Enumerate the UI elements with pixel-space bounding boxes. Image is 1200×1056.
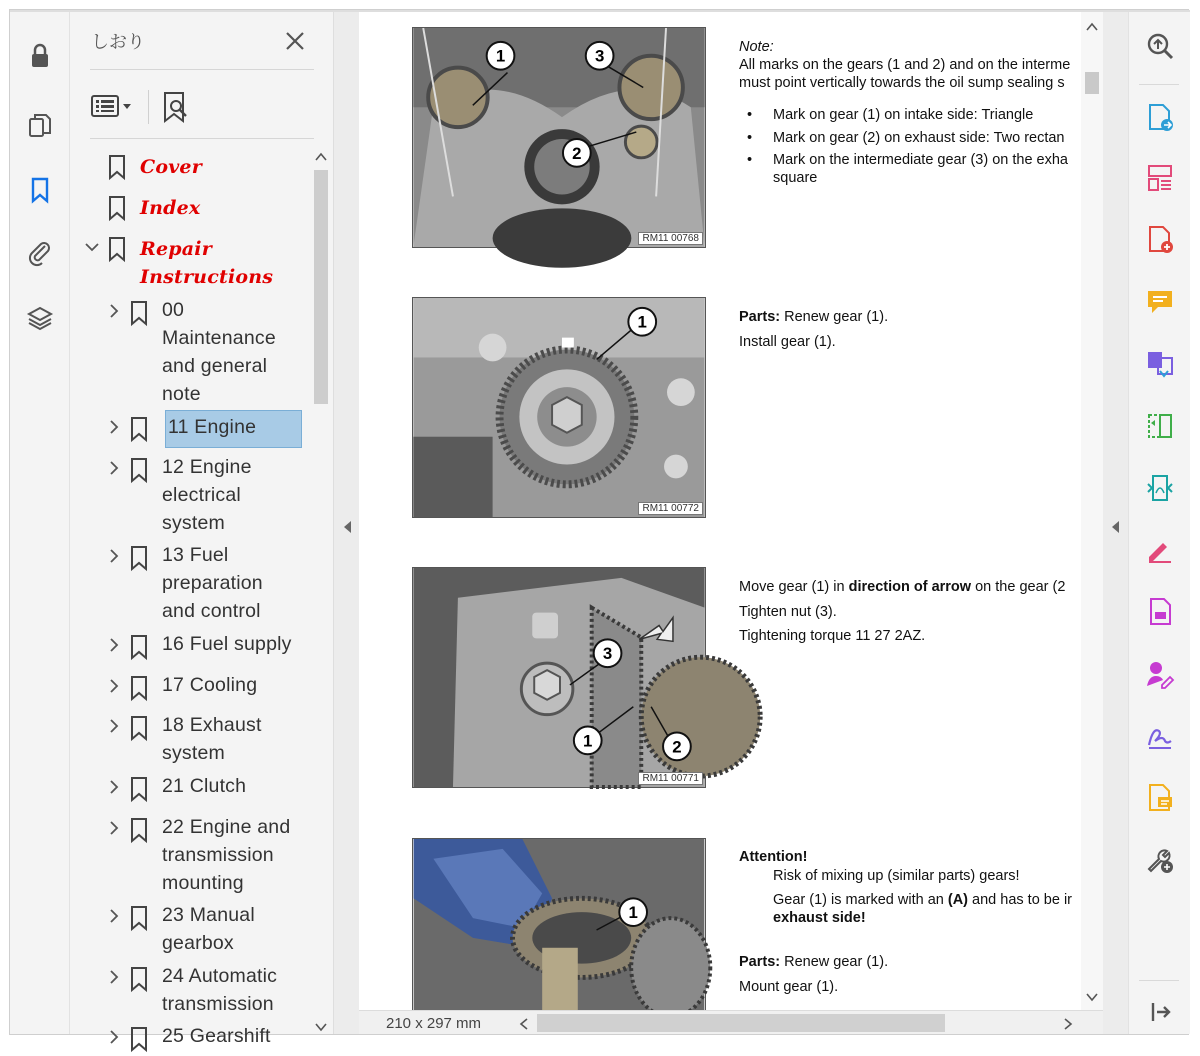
engine-photo-3	[413, 568, 705, 787]
bookmark-repair-instructions[interactable]	[84, 232, 310, 292]
parts-text: Renew gear (1).	[780, 309, 889, 325]
pdf-page	[359, 12, 1081, 1010]
engine-photo-2	[413, 298, 705, 517]
chevron-down-icon[interactable]	[84, 239, 100, 255]
mount-line: Mount gear (1).	[739, 979, 839, 995]
gear-text-post: and has to be ir	[968, 892, 1073, 908]
callout-label: 3	[602, 644, 613, 664]
collapse-right-panel-icon[interactable]	[1110, 520, 1120, 534]
bookmarks-scroll-thumb[interactable]	[314, 170, 328, 404]
bookmark-label: 17 Cooling	[162, 674, 258, 696]
callout-label: 1	[495, 46, 506, 66]
chevron-right-icon[interactable]	[106, 1029, 122, 1045]
bookmark-icon	[130, 715, 148, 741]
export-pdf-icon[interactable]	[1142, 100, 1178, 136]
scroll-down-icon[interactable]	[315, 1022, 327, 1032]
bookmark-label: Cover	[140, 156, 202, 178]
callout-label: 2	[672, 737, 682, 757]
bookmark-label: 21 Clutch	[162, 775, 247, 797]
bookmark-12-engine-electrical[interactable]	[84, 453, 310, 541]
compare-icon[interactable]	[1142, 408, 1178, 444]
note-line: All marks on the gears (1 and 2) and on the interme	[739, 57, 1071, 73]
bookmark-22-engine-transmission-mounting[interactable]	[84, 813, 310, 901]
chevron-right-icon[interactable]	[106, 718, 122, 734]
chevron-right-icon[interactable]	[106, 678, 122, 694]
chevron-right-icon[interactable]	[106, 779, 122, 795]
bookmark-icon	[130, 1026, 148, 1052]
bookmark-16-fuel-supply[interactable]	[84, 630, 310, 664]
pdf-viewer-window	[9, 9, 1189, 1047]
bookmark-icon	[130, 457, 148, 483]
parts-label: Parts:	[739, 954, 781, 970]
panel-divider	[90, 138, 314, 139]
attention-risk: Risk of mixing up (similar parts) gears!	[773, 868, 1020, 884]
bullet-text: Mark on the intermediate gear (3) on the exha	[773, 152, 1068, 168]
chevron-right-icon[interactable]	[106, 303, 122, 319]
parts-line	[739, 953, 888, 971]
pages-thumbnail-icon[interactable]	[22, 108, 58, 144]
figure-code: RM11 00772	[638, 502, 703, 515]
send-comments-icon[interactable]	[1142, 780, 1178, 816]
new-bookmark-button[interactable]	[160, 90, 192, 126]
comment-icon[interactable]	[1142, 284, 1178, 320]
gear-text-pre: Gear (1) is marked with an	[773, 892, 948, 908]
create-pdf-icon[interactable]	[1142, 222, 1178, 258]
bookmark-24-automatic-transmission[interactable]	[84, 962, 310, 1022]
bookmark-cover[interactable]	[84, 150, 310, 184]
bookmark-icon	[130, 905, 148, 931]
bullet-text: Mark on gear (1) on intake side: Triangle	[773, 107, 1034, 123]
chevron-right-icon[interactable]	[106, 419, 122, 435]
bookmark-icon	[130, 817, 148, 843]
attachment-icon[interactable]	[22, 234, 58, 270]
note-heading: Note:	[739, 39, 774, 55]
chevron-right-icon[interactable]	[106, 637, 122, 653]
bookmark-icon	[130, 776, 148, 802]
panel-divider	[90, 69, 314, 70]
torque-line: Tightening torque 11 27 2AZ.	[739, 628, 926, 644]
bookmark-icon	[130, 675, 148, 701]
bookmark-icon	[108, 154, 126, 180]
bookmark-21-clutch[interactable]	[84, 772, 310, 806]
page-size-label: 210 x 297 mm	[386, 1015, 482, 1032]
bookmark-icon	[130, 416, 148, 442]
attention-exhaust: exhaust side!	[773, 910, 866, 926]
bookmark-icon	[108, 236, 126, 262]
scroll-right-icon[interactable]	[1063, 1018, 1073, 1030]
chevron-right-icon[interactable]	[106, 548, 122, 564]
tighten-line: Tighten nut (3).	[739, 604, 837, 620]
install-line: Install gear (1).	[739, 334, 836, 350]
callout-label: 1	[628, 903, 638, 923]
bookmark-label: 25 Gearshift	[162, 1025, 271, 1047]
bookmark-label: 18 Exhaust system	[162, 714, 262, 764]
layers-icon[interactable]	[22, 300, 58, 336]
bookmark-search-icon	[160, 90, 192, 126]
right-tool-rail	[1128, 12, 1190, 1034]
figure-gear-move	[412, 567, 706, 788]
request-signature-icon[interactable]	[1142, 656, 1178, 692]
toolbar-separator	[148, 90, 149, 124]
chevron-right-icon[interactable]	[106, 460, 122, 476]
gear-text-bold: (A)	[947, 892, 969, 908]
bookmark-label: 12 Engine electrical system	[162, 456, 252, 534]
bookmark-tree	[84, 146, 310, 1047]
bookmark-icon	[130, 634, 148, 660]
engine-photo-4	[413, 839, 705, 1017]
rail-divider	[1139, 84, 1179, 85]
bookmark-icon	[108, 195, 126, 221]
bookmark-panel-icon[interactable]	[22, 172, 58, 208]
callout-label: 3	[594, 46, 605, 66]
bookmark-17-cooling[interactable]	[84, 671, 310, 705]
combine-files-icon[interactable]	[1142, 346, 1178, 382]
parts-line	[739, 308, 888, 326]
protect-pdf-icon[interactable]	[1142, 594, 1178, 630]
callout-label: 1	[637, 312, 647, 332]
move-text-bold: direction of arrow	[848, 579, 972, 595]
scroll-down-icon[interactable]	[1086, 992, 1098, 1002]
scroll-up-icon[interactable]	[1086, 22, 1098, 32]
more-tools-icon[interactable]	[1142, 842, 1178, 878]
close-icon[interactable]	[284, 30, 306, 52]
engine-photo-1	[413, 28, 705, 247]
bookmark-label: 00 Maintenance and general note	[162, 299, 276, 405]
collapse-left-panel-icon[interactable]	[342, 520, 352, 534]
bookmark-23-manual-gearbox[interactable]	[84, 901, 310, 961]
figure-code: RM11 00771	[638, 772, 703, 785]
horizontal-scroll-thumb[interactable]	[537, 1014, 945, 1032]
chevron-right-icon[interactable]	[106, 908, 122, 924]
bookmark-options-button[interactable]	[90, 90, 136, 122]
bookmark-icon	[130, 966, 148, 992]
callout-label: 1	[583, 731, 593, 751]
document-vertical-scrollbar[interactable]	[1081, 12, 1103, 1010]
lock-icon[interactable]	[22, 38, 58, 74]
scroll-up-icon[interactable]	[315, 152, 327, 162]
document-status-bar	[359, 1010, 1103, 1034]
bookmark-index[interactable]	[84, 191, 310, 225]
attention-heading: Attention!	[739, 849, 808, 865]
list-options-icon	[90, 90, 136, 122]
bullet-text: Mark on gear (2) on exhaust side: Two rectan	[773, 130, 1065, 146]
bookmark-icon	[130, 545, 148, 571]
bookmarks-panel-title: しおり	[91, 32, 145, 53]
organize-pages-icon[interactable]	[1142, 160, 1178, 196]
chevron-right-icon[interactable]	[106, 969, 122, 985]
bookmark-25-gearshift[interactable]	[84, 1022, 310, 1056]
bookmark-label: 22 Engine and transmission mounting	[162, 816, 291, 894]
figure-code: RM11 00768	[638, 232, 703, 245]
note-line: must point vertically towards the oil sump sealing s	[739, 75, 1065, 91]
move-line	[739, 578, 1065, 596]
figure-gear-mount	[412, 838, 706, 1018]
document-scroll-thumb[interactable]	[1085, 72, 1099, 94]
compress-pdf-icon[interactable]	[1142, 470, 1178, 506]
bookmark-label: Index	[140, 197, 201, 219]
edit-pdf-icon[interactable]	[1142, 532, 1178, 568]
document-viewport	[334, 12, 1128, 1034]
bookmark-label: Repair Instructions	[140, 238, 274, 288]
bookmarks-scrollbar[interactable]	[310, 146, 332, 1042]
bookmark-00-maintenance[interactable]	[84, 296, 310, 412]
parts-label: Parts:	[739, 309, 781, 325]
left-tool-rail	[10, 12, 70, 1034]
bookmark-label: 13 Fuel preparation and control	[162, 544, 263, 622]
figure-gear-install	[412, 297, 706, 518]
move-text-post: on the gear (2	[971, 579, 1066, 595]
scroll-left-icon[interactable]	[519, 1018, 529, 1030]
bookmarks-panel	[70, 12, 334, 1047]
collapse-tools-icon[interactable]	[1142, 994, 1178, 1030]
bullet-continuation: square	[773, 170, 818, 186]
zoom-icon[interactable]	[1142, 28, 1178, 64]
fill-sign-icon[interactable]	[1142, 718, 1178, 754]
bookmark-label: 23 Manual gearbox	[162, 904, 255, 954]
parts-text: Renew gear (1).	[780, 954, 889, 970]
bookmark-13-fuel-preparation[interactable]	[84, 541, 310, 629]
bookmark-11-engine[interactable]	[84, 412, 310, 446]
bookmark-label: 16 Fuel supply	[162, 633, 292, 655]
callout-label: 2	[572, 143, 582, 163]
bookmark-label: 11 Engine	[168, 416, 257, 438]
attention-gear-line	[773, 891, 1072, 909]
bookmark-18-exhaust[interactable]	[84, 711, 310, 771]
figure-gears-top	[412, 27, 706, 248]
bookmark-icon	[130, 300, 148, 326]
bookmark-label: 24 Automatic transmission	[162, 965, 278, 1015]
rail-divider	[1139, 980, 1179, 981]
chevron-right-icon[interactable]	[106, 820, 122, 836]
move-text-pre: Move gear (1) in	[739, 579, 849, 595]
